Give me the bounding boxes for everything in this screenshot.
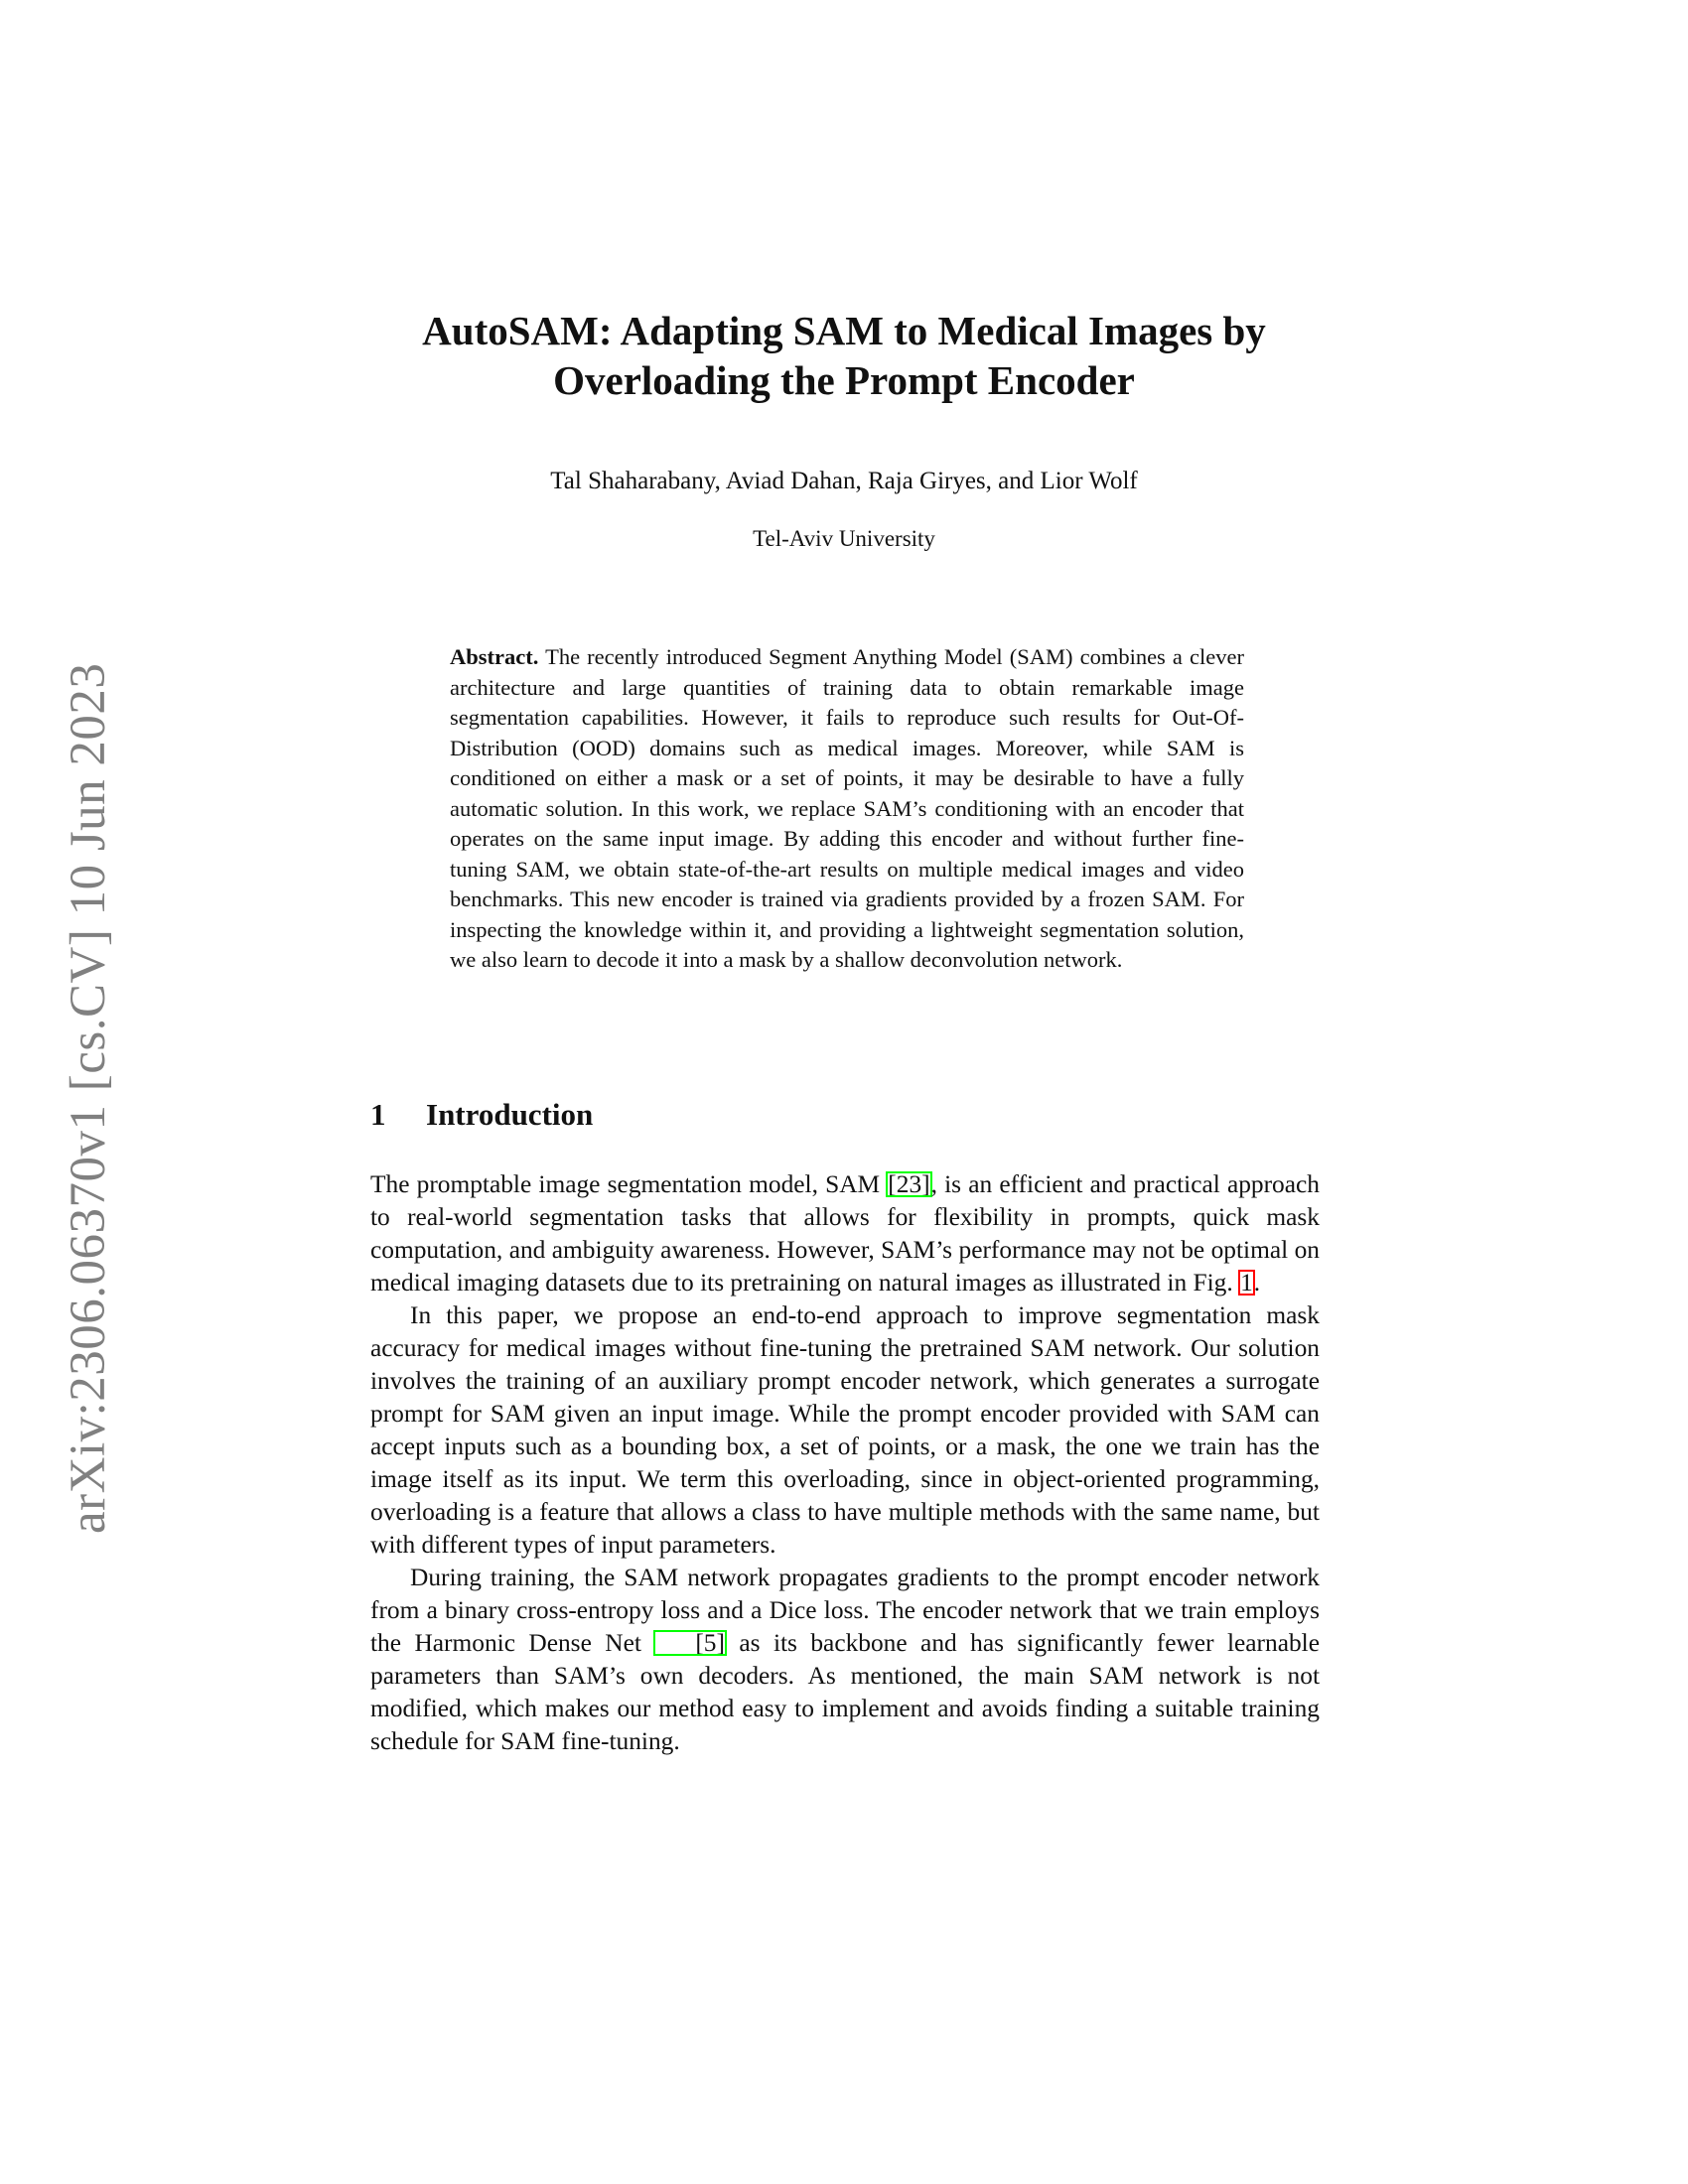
paragraph-3: [370, 1562, 1320, 1758]
affiliation: Tel-Aviv University: [753, 526, 935, 551]
paragraph-1: [370, 1168, 1320, 1299]
paragraph-3-text-b: as its backbone and has significantly fewer learnable parameters than SAM’s own decoders. As mentioned, the main SAM network is not modified, which makes our method easy to implement and avoids finding a suitable training schedule for SAM fine-tuning.: [370, 1629, 1320, 1755]
introduction-body: [370, 1168, 1320, 1758]
paragraph-3-text-a: During training, the SAM network propagates gradients to the prompt encoder network from a binary cross-entropy loss and a Dice loss. The encoder network that we train employs the Harmonic Dense Net: [370, 1564, 1320, 1657]
abstract: [450, 642, 1244, 976]
paragraph-1-text-b: , is an efficient and practical approach to real-world segmentation tasks that allows for flexibility in prompts, quick mask computation, and ambiguity awareness. However, SAM’s performance may not be optimal on medical imaging datasets due to its pretraining on natural images as illustrated in Fig.: [370, 1170, 1320, 1297]
section-heading-introduction: [370, 1097, 1320, 1133]
title-line-1: AutoSAM: Adapting SAM to Medical Images by: [422, 308, 1266, 353]
arxiv-identifier: arXiv:2306.06370v1 [cs.CV] 10 Jun 2023: [61, 662, 116, 1534]
citation-link-23[interactable]: [23]: [888, 1170, 930, 1198]
title-line-2: Overloading the Prompt Encoder: [553, 357, 1135, 403]
paper-title: [369, 306, 1319, 405]
section-title: Introduction: [426, 1097, 594, 1132]
abstract-label: Abstract.: [450, 644, 539, 669]
section-number: 1: [370, 1097, 386, 1132]
figure-ref-link[interactable]: 1: [1240, 1269, 1253, 1297]
paragraph-1-text-a: The promptable image segmentation model, SAM: [370, 1170, 888, 1198]
abstract-text: The recently introduced Segment Anything Model (SAM) combines a clever architecture and large quantities of training data to obtain remarkable image segmentation capabilities. However, it fails to reproduce such results for Out-Of-Distribution (OOD) domains such as medical images. Moreover, while SAM is conditioned on either a mask or a set of points, it may be desirable to have a fully automatic solution. In this work, we replace SAM’s conditioning with an encoder that operates on the same input image. By adding this encoder and without further fine-tuning SAM, we obtain state-of-the-art results on multiple medical images and video benchmarks. This new encoder is trained via gradients provided by a frozen SAM. For inspecting the knowledge within it, and providing a lightweight segmentation solution, we also learn to decode it into a mask by a shallow deconvolution network.: [450, 644, 1244, 972]
citation-link-5[interactable]: [5]: [654, 1631, 726, 1655]
paragraph-1-text-c: .: [1253, 1269, 1261, 1297]
author-list: Tal Shaharabany, Aviad Dahan, Raja Giryes, and Lior Wolf: [550, 468, 1138, 494]
paragraph-2: In this paper, we propose an end-to-end approach to improve segmentation mask accuracy for medical images without fine-tuning the pretrained SAM network. Our solution involves the training of an auxiliary prompt encoder network, which generates a surrogate prompt for SAM given an input image. While the prompt encoder provided with SAM can accept inputs such as a bounding box, a set of points, or a mask, the one we train has the image itself as its input. We term this overloading, since in object-oriented programming, overloading is a feature that allows a class to have multiple methods with the same name, but with different types of input parameters.: [370, 1301, 1320, 1559]
